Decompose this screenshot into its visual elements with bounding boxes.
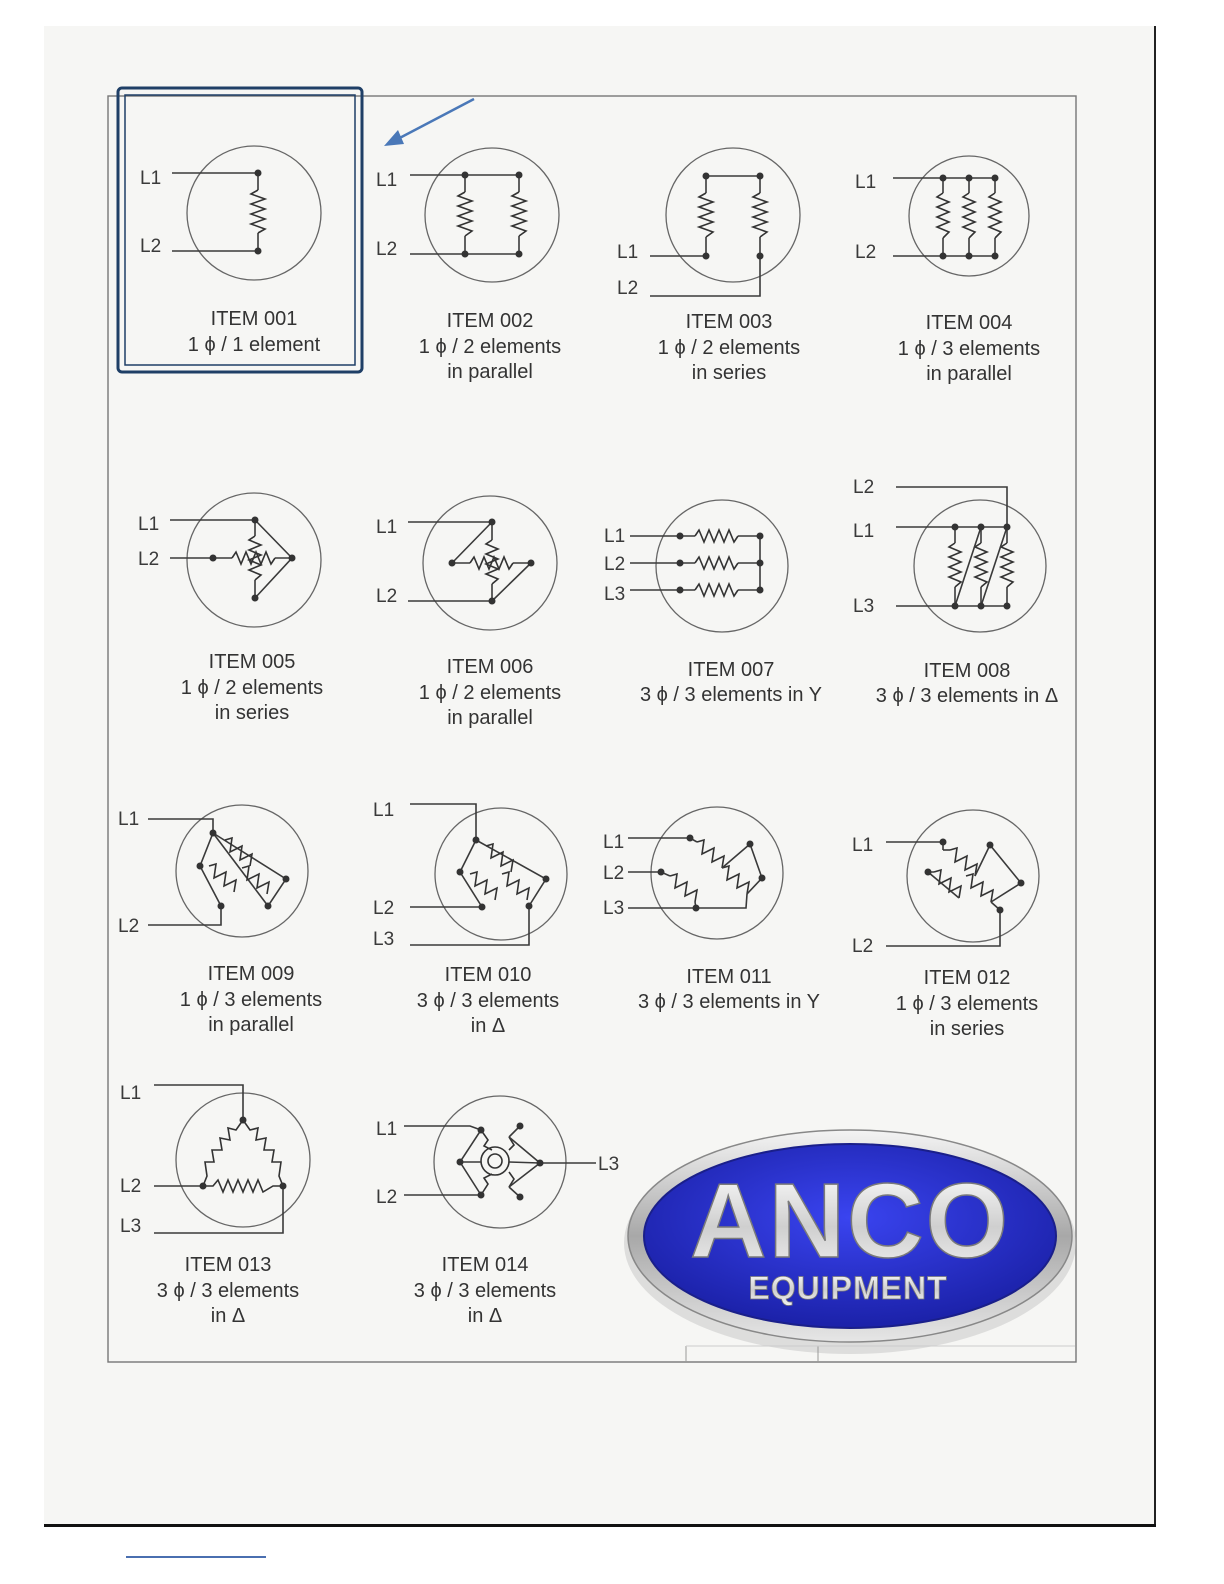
item-010-label-l3: L3 — [373, 929, 395, 950]
item-007-label-l3: L3 — [604, 584, 626, 605]
item-005-desc: 1 ϕ / 2 elements — [180, 677, 324, 699]
item-010-label-l1: L1 — [373, 800, 395, 821]
item-004-desc: 1 ϕ / 3 elements — [897, 338, 1041, 360]
item-007-title: ITEM 007 — [687, 659, 775, 681]
item-002-label-l1: L1 — [376, 170, 398, 191]
item-014-title: ITEM 014 — [441, 1254, 529, 1276]
item-004-schematic — [855, 156, 1029, 276]
item-009-desc-2: in parallel — [208, 1014, 294, 1036]
item-009-desc: 1 ϕ / 3 elements — [179, 989, 323, 1011]
item-013-label-l1: L1 — [120, 1083, 142, 1104]
item-013-desc: 3 ϕ / 3 elements — [156, 1280, 300, 1302]
item-014-desc-2: in Δ — [467, 1305, 503, 1327]
item-008-desc: 3 ϕ / 3 elements in Δ — [875, 685, 1059, 707]
item-005-label-l2: L2 — [138, 549, 160, 570]
item-014-label-l2: L2 — [376, 1187, 398, 1208]
anco-logo — [624, 1130, 1076, 1354]
item-006-label-l2: L2 — [376, 586, 398, 607]
item-003-label-l2: L2 — [617, 278, 639, 299]
item-009-label-l1: L1 — [118, 809, 140, 830]
item-001-label-l1: L1 — [140, 168, 162, 189]
item-008-title: ITEM 008 — [923, 660, 1011, 682]
item-011-label-l1: L1 — [603, 832, 625, 853]
logo-tagline: EQUIPMENT — [748, 1270, 948, 1306]
item-008-label-l1: L1 — [853, 521, 875, 542]
item-013-label-l3: L3 — [120, 1216, 142, 1237]
item-003-desc: 1 ϕ / 2 elements — [657, 337, 801, 359]
item-007-label-l2: L2 — [604, 554, 626, 575]
item-003-desc-2: in series — [691, 362, 767, 384]
item-008-label-l2: L2 — [853, 477, 875, 498]
item-010-desc-2: in Δ — [470, 1015, 506, 1037]
logo-brand: ANCO — [689, 1162, 1011, 1280]
item-012-title: ITEM 012 — [923, 967, 1011, 989]
item-001-desc: 1 ϕ / 1 element — [187, 334, 321, 356]
item-014-label-l1: L1 — [376, 1119, 398, 1140]
item-006-schematic — [376, 496, 557, 630]
item-001-label-l2: L2 — [140, 236, 162, 257]
item-014-desc: 3 ϕ / 3 elements — [413, 1280, 557, 1302]
item-010-desc: 3 ϕ / 3 elements — [416, 990, 560, 1012]
item-004-title: ITEM 004 — [925, 312, 1013, 334]
item-003-title: ITEM 003 — [685, 311, 773, 333]
item-003-schematic — [617, 148, 800, 299]
item-010-label-l2: L2 — [373, 898, 395, 919]
item-005-title: ITEM 005 — [208, 651, 296, 673]
item-009-schematic — [118, 805, 308, 937]
item-002-desc: 1 ϕ / 2 elements — [418, 336, 562, 358]
item-009-title: ITEM 009 — [207, 963, 295, 985]
item-001-title: ITEM 001 — [210, 308, 298, 330]
item-010-schematic — [373, 800, 567, 950]
item-011-desc: 3 ϕ / 3 elements in Y — [637, 991, 821, 1013]
item-008-schematic — [853, 477, 1046, 632]
item-003-label-l1: L1 — [617, 242, 639, 263]
item-007-schematic — [604, 500, 788, 632]
item-013-desc-2: in Δ — [210, 1305, 246, 1327]
item-011-title: ITEM 011 — [686, 966, 772, 988]
item-009-label-l2: L2 — [118, 916, 140, 937]
item-006-label-l1: L1 — [376, 517, 398, 538]
item-006-desc: 1 ϕ / 2 elements — [418, 682, 562, 704]
item-005-desc-2: in series — [214, 702, 290, 724]
item-001-schematic — [140, 146, 321, 280]
item-011-label-l3: L3 — [603, 898, 625, 919]
item-012-label-l2: L2 — [852, 936, 874, 957]
item-008-label-l3: L3 — [853, 596, 875, 617]
item-005-schematic — [138, 493, 321, 627]
item-012-label-l1: L1 — [852, 835, 874, 856]
item-004-label-l1: L1 — [855, 172, 877, 193]
item-013-title: ITEM 013 — [184, 1254, 272, 1276]
arrow-icon — [384, 99, 474, 146]
item-006-title: ITEM 006 — [446, 656, 534, 678]
item-012-desc-2: in series — [929, 1018, 1005, 1040]
item-011-label-l2: L2 — [603, 863, 625, 884]
item-004-desc-2: in parallel — [926, 363, 1012, 385]
item-006-desc-2: in parallel — [447, 707, 533, 729]
item-014-schematic — [376, 1096, 619, 1228]
item-002-desc-2: in parallel — [447, 361, 533, 383]
item-007-desc: 3 ϕ / 3 elements in Y — [639, 684, 823, 706]
item-013-label-l2: L2 — [120, 1176, 142, 1197]
item-012-schematic — [852, 810, 1039, 957]
item-007-label-l1: L1 — [604, 526, 626, 547]
item-013-schematic — [120, 1083, 310, 1237]
item-011-schematic — [603, 807, 783, 939]
item-014-label-l3: L3 — [598, 1154, 620, 1175]
item-002-label-l2: L2 — [376, 239, 398, 260]
item-002-schematic — [376, 148, 559, 282]
item-012-desc: 1 ϕ / 3 elements — [895, 993, 1039, 1015]
item-010-title: ITEM 010 — [444, 964, 532, 986]
item-004-label-l2: L2 — [855, 242, 877, 263]
item-002-title: ITEM 002 — [446, 310, 534, 332]
item-005-label-l1: L1 — [138, 514, 160, 535]
